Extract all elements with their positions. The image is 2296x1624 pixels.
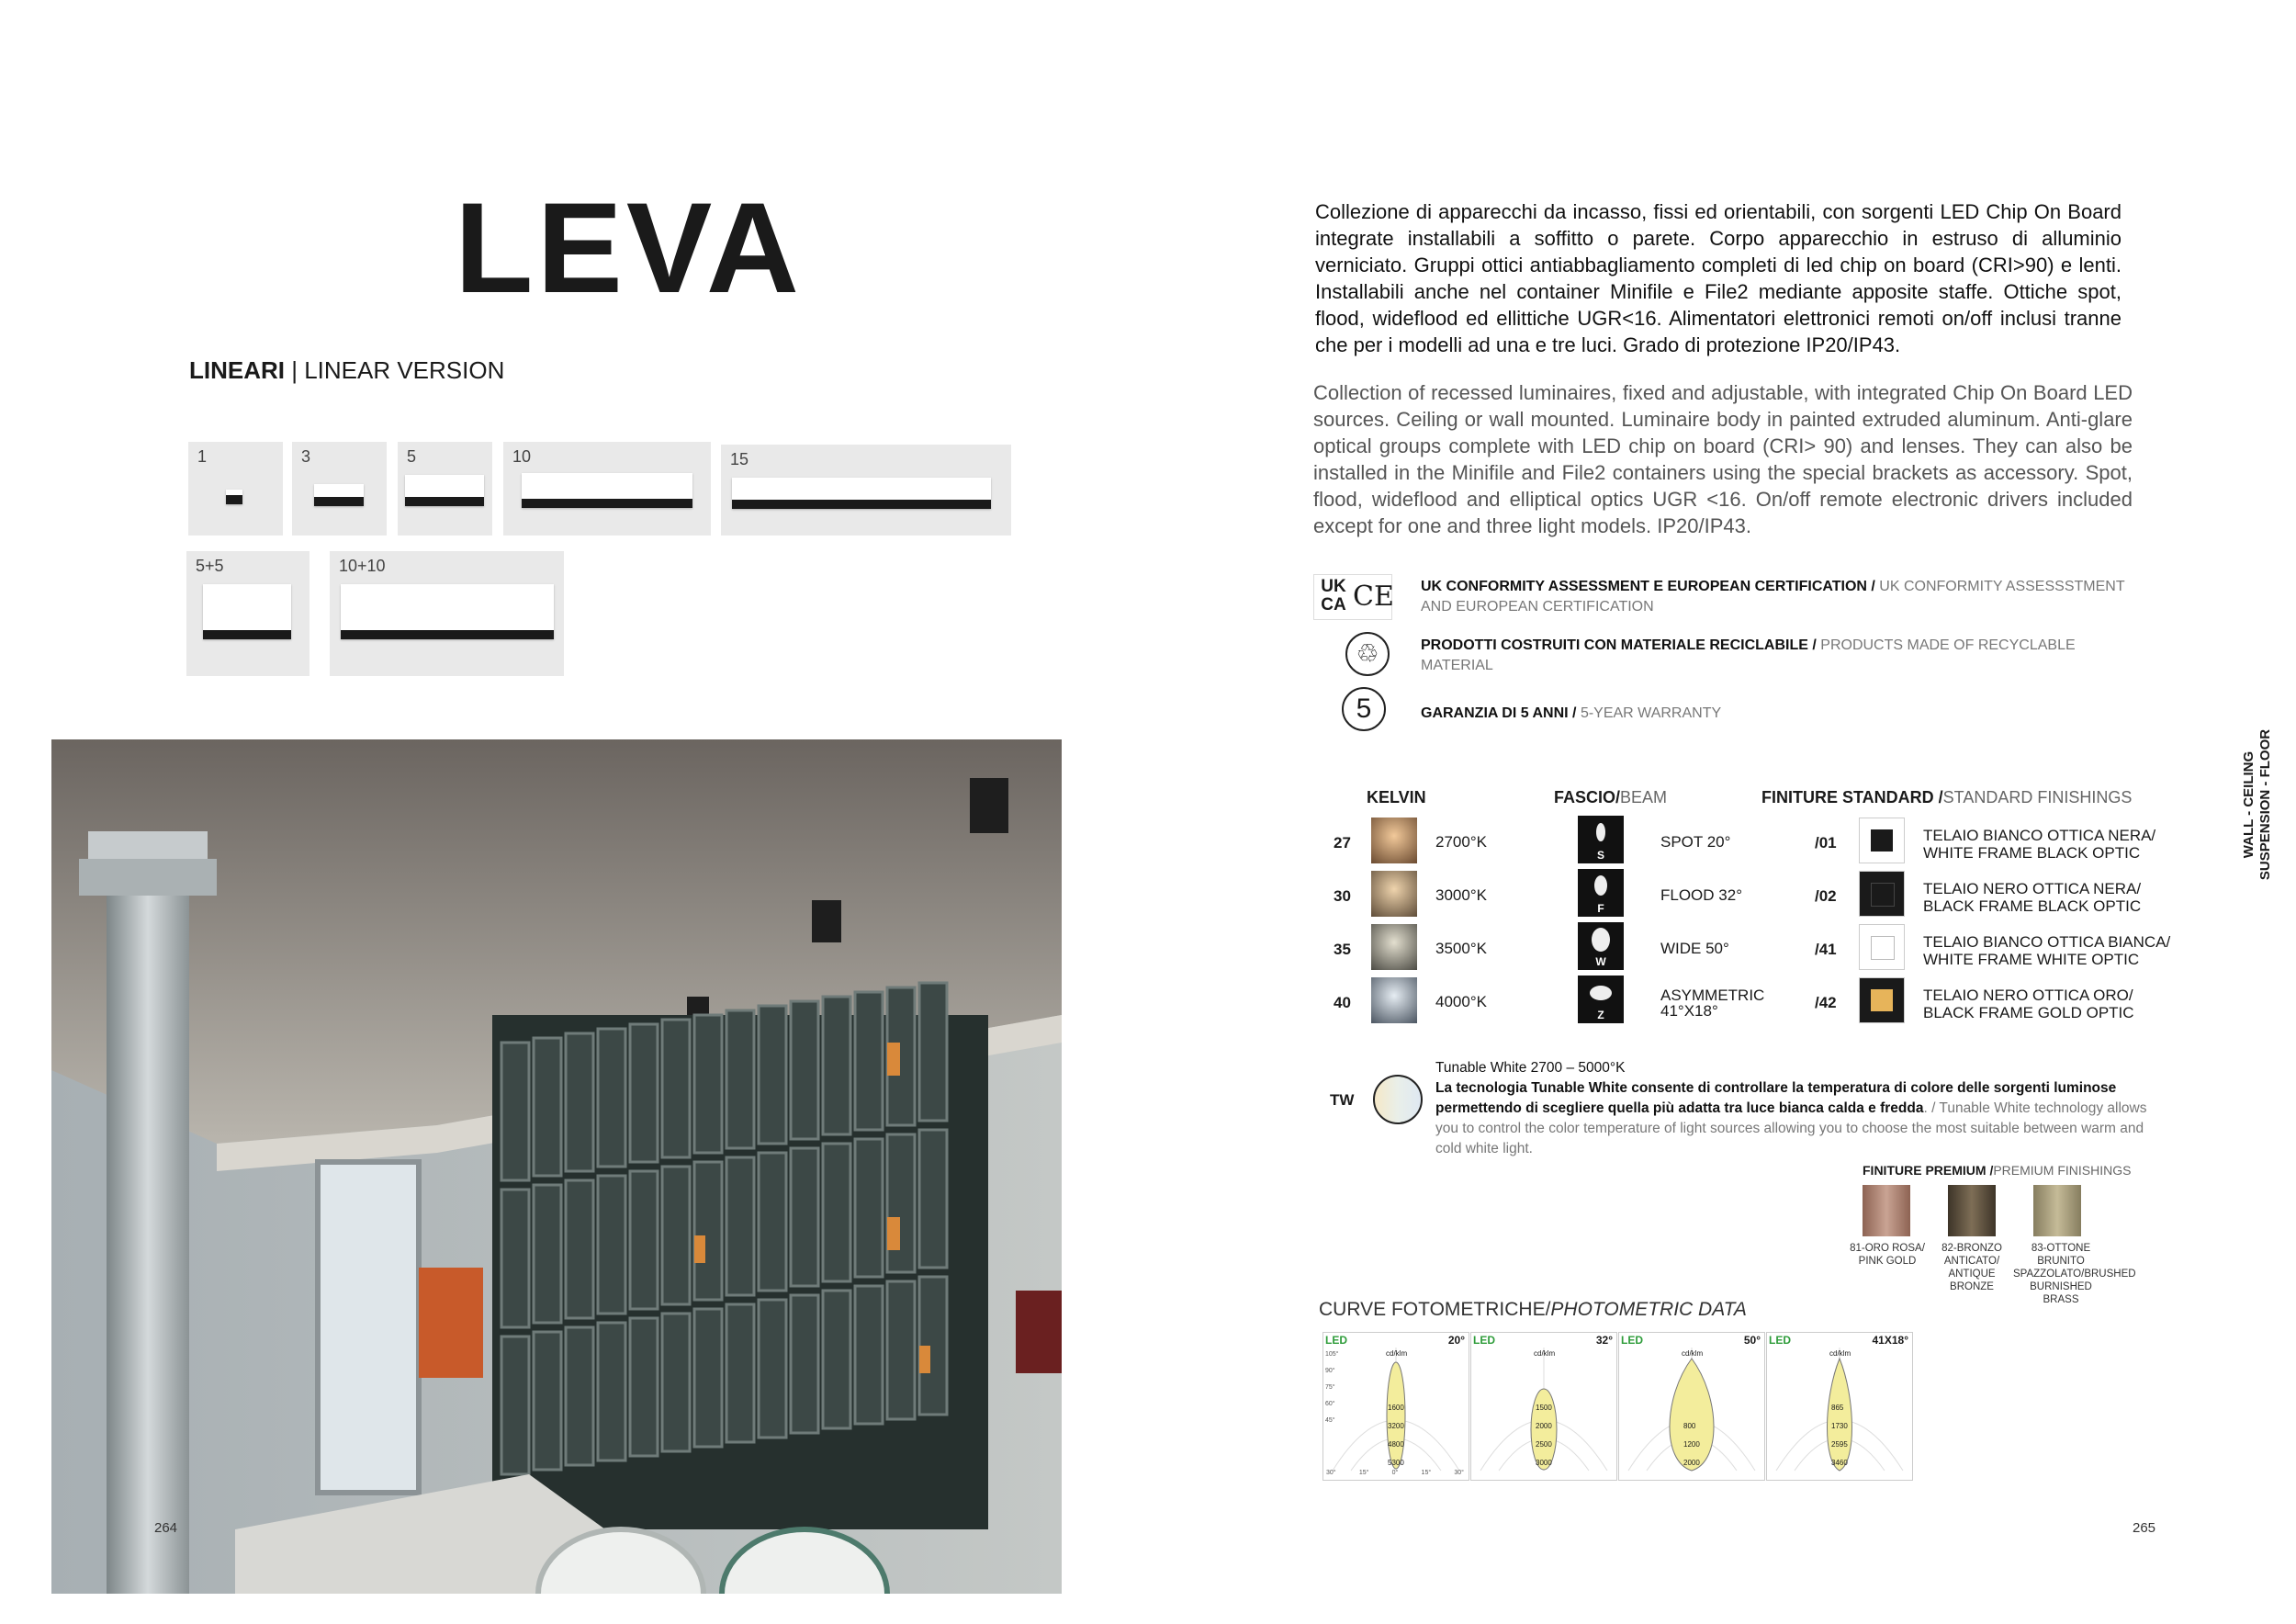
variant-label: 5+5 — [196, 557, 224, 575]
luminaire-image — [732, 478, 991, 509]
beam-letter: S — [1596, 849, 1604, 862]
tunable-bold: La tecnologia Tunable White consente di controllare la temperatura di colore delle sorgenti luminose permettendo di scegliere quella più adatta tra luce bianca calda e fredda — [1435, 1080, 2117, 1116]
curve-angle: 50° — [1743, 1334, 1761, 1347]
kelvin-label: 3000°K — [1435, 886, 1487, 904]
tunable-description — [1435, 1058, 2161, 1159]
cert-recycle-text — [1421, 636, 2082, 676]
variant-label: 10 — [512, 447, 532, 466]
curve-value: 1600 — [1388, 1404, 1404, 1412]
premium-header-normal: PREMIUM FINISHINGS — [1993, 1163, 2132, 1178]
beam-label-line2: 41°X18° — [1660, 1002, 1718, 1020]
axis-angle: 45° — [1325, 1417, 1335, 1424]
photometric-title-normal: CURVE FOTOMETRICHE/ — [1319, 1299, 1551, 1320]
curve-value: 2595 — [1831, 1440, 1848, 1449]
axis-bottom: 30° — [1326, 1470, 1336, 1476]
curve-value: 4800 — [1388, 1440, 1404, 1449]
ce-mark: CE — [1353, 581, 1394, 613]
curve-value: 1200 — [1683, 1440, 1700, 1449]
cert-sep: / — [1568, 705, 1581, 721]
axis-angle: 75° — [1325, 1384, 1335, 1391]
beam-header — [1554, 788, 1667, 807]
curve-value: 3200 — [1388, 1422, 1404, 1430]
curve-value: 865 — [1831, 1404, 1844, 1412]
luminaire-image — [203, 584, 291, 639]
finish-42-icon — [1859, 977, 1905, 1023]
finish-label — [1923, 880, 2141, 915]
beam-wide-icon — [1578, 922, 1624, 970]
premium-swatch-brushed-brass — [2033, 1185, 2081, 1236]
axis-bottom: 15° — [1421, 1470, 1432, 1476]
beam-letter: Z — [1597, 1009, 1604, 1021]
axis-bottom: 30° — [1454, 1470, 1464, 1476]
finish-line1: TELAIO NERO OTTICA ORO/ — [1923, 987, 2133, 1004]
beam-letter: W — [1595, 955, 1606, 968]
finish-line2: BLACK FRAME BLACK OPTIC — [1923, 897, 2142, 915]
premium-header-bold: FINITURE PREMIUM / — [1863, 1163, 1994, 1178]
variant-label: 3 — [301, 447, 311, 466]
subtitle — [189, 356, 504, 385]
variant-label: 5 — [407, 447, 417, 466]
finish-code: /01 — [1815, 834, 1837, 851]
beam-header-normal: BEAM — [1620, 788, 1668, 806]
beam-header-bold: FASCIO/ — [1554, 788, 1621, 806]
interior-illustration — [51, 739, 1062, 1594]
subtitle-rest: | LINEAR VERSION — [285, 356, 505, 384]
premium-header — [1863, 1163, 2131, 1178]
finish-line2: WHITE FRAME BLACK OPTIC — [1923, 844, 2141, 862]
curve-led-label: LED — [1621, 1334, 1643, 1347]
curve-angle: 20° — [1447, 1334, 1465, 1347]
premium-swatch-rose-gold — [1863, 1185, 1910, 1236]
cert-ukca-text — [1421, 577, 2137, 617]
variant-thumb-5 — [398, 442, 492, 536]
photometric-curve-20 — [1322, 1332, 1469, 1481]
recycle-glyph: ♲ — [1356, 639, 1379, 668]
finish-optic — [1871, 883, 1895, 907]
ukca-top: UK — [1321, 577, 1346, 596]
variant-thumb-1 — [188, 442, 283, 536]
tunable-title: Tunable White 2700 – 5000°K — [1435, 1060, 1626, 1076]
luminaire-image — [405, 475, 484, 506]
variant-label: 15 — [730, 450, 749, 468]
variant-label: 1 — [197, 447, 208, 466]
curve-angle: 32° — [1595, 1334, 1613, 1347]
finish-02-icon — [1859, 871, 1905, 917]
ukca-bottom: CA — [1321, 595, 1346, 615]
curve-value: 3460 — [1831, 1459, 1848, 1467]
beam-label — [1660, 987, 1764, 1019]
beam-label-line1: ASYMMETRIC — [1660, 987, 1765, 1004]
curve-value: 5300 — [1388, 1459, 1404, 1467]
beam-flood-icon — [1578, 869, 1624, 917]
curve-value: 2500 — [1536, 1440, 1552, 1449]
finish-41-icon — [1859, 924, 1905, 970]
kelvin-swatch-4000 — [1371, 977, 1417, 1023]
axis-angle: 60° — [1325, 1401, 1335, 1407]
curve-unit: cd/klm — [1682, 1349, 1704, 1358]
finish-line1: TELAIO NERO OTTICA NERA/ — [1923, 880, 2142, 897]
axis-bottom: 15° — [1358, 1470, 1369, 1476]
finish-optic — [1871, 989, 1893, 1011]
finish-line1: TELAIO BIANCO OTTICA NERA/ — [1923, 827, 2156, 844]
curve-value: 2000 — [1536, 1422, 1552, 1430]
finish-code: /41 — [1815, 941, 1837, 958]
premium-label: 82-BRONZO ANTICATO/ ANTIQUE BRONZE — [1941, 1243, 2002, 1292]
side-label-line2: SUSPENSION - FLOOR — [2257, 728, 2273, 881]
curve-value: 3000 — [1536, 1459, 1552, 1467]
kelvin-header: KELVIN — [1367, 788, 1426, 806]
cert-normal: UK CONFORMITY ASSESSSTMENT AND EUROPEAN CERTIFICATION — [1421, 579, 2125, 615]
kelvin-code: 40 — [1334, 994, 1351, 1011]
cert-bold: UK CONFORMITY ASSESSMENT E EUROPEAN CERTIFICATION — [1421, 579, 1867, 594]
photometric-title-italic: PHOTOMETRIC DATA — [1550, 1299, 1747, 1320]
luminaire-image — [341, 584, 554, 639]
finish-optic — [1871, 829, 1893, 851]
curve-axis-bottom — [1326, 1470, 1464, 1476]
curve-led-label: LED — [1473, 1334, 1495, 1347]
variant-thumb-10plus10 — [330, 551, 564, 676]
finish-header — [1761, 788, 2132, 807]
interior-photo — [51, 739, 1062, 1594]
curve-values — [1683, 1417, 1700, 1472]
kelvin-swatch-3500 — [1371, 924, 1417, 970]
cert-sep: / — [1866, 579, 1880, 594]
kelvin-code: 30 — [1334, 887, 1351, 905]
subtitle-bold: LINEARI — [189, 356, 285, 384]
premium-label: 81-ORO ROSA/ PINK GOLD — [1850, 1243, 1925, 1267]
photometric-curve-50 — [1618, 1332, 1765, 1481]
axis-bottom: 0° — [1391, 1470, 1399, 1476]
curve-unit: cd/klm — [1534, 1349, 1556, 1358]
curve-led-label: LED — [1769, 1334, 1791, 1347]
curve-values — [1388, 1399, 1404, 1472]
luminaire-image — [314, 484, 364, 506]
luminaire-image — [226, 490, 242, 504]
variant-thumb-5plus5 — [186, 551, 310, 676]
cert-normal: 5-YEAR WARRANTY — [1580, 705, 1722, 721]
kelvin-code: 27 — [1334, 834, 1351, 851]
premium-swatch-antique-bronze — [1948, 1185, 1996, 1236]
curve-value: 2000 — [1683, 1459, 1700, 1467]
kelvin-label: 3500°K — [1435, 940, 1487, 957]
curve-unit: cd/klm — [1386, 1349, 1408, 1358]
beam-asymmetric-icon — [1578, 976, 1624, 1023]
finish-label — [1923, 933, 2170, 968]
finish-code: /02 — [1815, 887, 1837, 905]
description-italian: Collezione di apparecchi da incasso, fissi ed orientabili, con sorgenti LED Chip On Board integrate installabili a soffitto o parete. Corpo apparecchio in estruso di alluminio verniciato. Gruppi ottici antiabbagliamento completi di led chip on board (CRI>90) e lenti. Installabili anche nel container Minifile e File2 mediante apposite staffe. Ottiche spot, flood, wideflood ed ellittiche UGR<16. Alimentatori elettronici remoti on/off inclusi tranne che per i modelli ad una e tre luci. Grado di protezione IP20/IP43. — [1315, 200, 2122, 356]
finish-code: /42 — [1815, 994, 1837, 1011]
cert-warranty-text — [1421, 704, 2082, 724]
cert-bold: GARANZIA DI 5 ANNI — [1421, 705, 1569, 721]
beam-label: WIDE 50° — [1660, 940, 1729, 957]
page-title: LEVA — [455, 175, 803, 320]
page-number-right: 265 — [2133, 1520, 2156, 1536]
curve-value: 1730 — [1831, 1422, 1848, 1430]
premium-label: 83-OTTONE BRUNITO SPAZZOLATO/BRUSHED BURNISHED BRASS — [2013, 1243, 2136, 1305]
cert-bold: PRODOTTI COSTRUITI CON MATERIALE RECICLABILE — [1421, 637, 1808, 653]
axis-angle: 105° — [1325, 1351, 1339, 1358]
kelvin-swatch-2700 — [1371, 818, 1417, 863]
finish-line2: BLACK FRAME GOLD OPTIC — [1923, 1004, 2134, 1021]
axis-angle: 90° — [1325, 1368, 1335, 1374]
finish-header-normal: STANDARD FINISHINGS — [1942, 788, 2133, 806]
beam-spot-icon — [1578, 816, 1624, 863]
ukca-mark — [1316, 578, 1351, 615]
beam-label: SPOT 20° — [1660, 833, 1731, 851]
finish-optic — [1871, 936, 1895, 960]
finish-label — [1923, 987, 2134, 1021]
tunable-code: TW — [1330, 1091, 1355, 1109]
recycle-icon — [1345, 632, 1390, 676]
warranty-5-icon — [1342, 687, 1386, 731]
photometric-curve-32 — [1470, 1332, 1617, 1481]
side-label-line1: WALL - CEILING — [2241, 750, 2257, 859]
finish-header-bold: FINITURE STANDARD / — [1761, 788, 1943, 806]
warranty-glyph: 5 — [1356, 694, 1372, 724]
beam-label: FLOOD 32° — [1660, 886, 1742, 904]
ukca-ce-icon — [1313, 574, 1392, 620]
variant-thumb-3 — [292, 442, 387, 536]
curve-angle: 41X18° — [1872, 1334, 1908, 1347]
finish-label — [1923, 827, 2155, 862]
curve-value: 800 — [1683, 1422, 1696, 1430]
kelvin-label: 4000°K — [1435, 993, 1487, 1010]
kelvin-swatch-3000 — [1371, 871, 1417, 917]
description-english: Collection of recessed luminaires, fixed and adjustable, with integrated Chip On Board LED sources. Ceiling or wall mounted. Luminaire body in painted extruded aluminum. Anti-glare optical groups complete with LED chip on board (CRI> 90) and lenses. They can also be installed in the Minifile and File2 containers using the special brackets as accessory. Spot, flood, wideflood and elliptical optics UGR <16. On/off remote electronic drivers included except for one and three light models. IP20/IP43. — [1313, 381, 2133, 537]
kelvin-code: 35 — [1334, 941, 1351, 958]
curve-values — [1536, 1399, 1552, 1472]
curve-values — [1831, 1399, 1848, 1472]
finish-line2: WHITE FRAME WHITE OPTIC — [1923, 951, 2140, 968]
luminaire-image — [522, 473, 692, 508]
cert-sep: / — [1807, 637, 1821, 653]
curve-unit: cd/klm — [1829, 1349, 1851, 1358]
kelvin-label: 2700°K — [1435, 833, 1487, 851]
photometric-title — [1319, 1299, 1747, 1321]
side-category-label — [2241, 722, 2278, 887]
finish-line1: TELAIO BIANCO OTTICA BIANCA/ — [1923, 933, 2171, 951]
curve-axis-angles — [1325, 1347, 1338, 1429]
curve-value: 1500 — [1536, 1404, 1552, 1412]
tunable-white-icon — [1373, 1075, 1423, 1124]
photometric-curves — [1322, 1332, 1916, 1481]
finish-01-icon — [1859, 818, 1905, 863]
beam-letter: F — [1597, 902, 1604, 915]
curve-led-label: LED — [1325, 1334, 1347, 1347]
variant-label: 10+10 — [339, 557, 386, 575]
page-number-left: 264 — [154, 1520, 178, 1536]
photometric-curve-41x18 — [1766, 1332, 1913, 1481]
cert-normal: PRODUCTS MADE OF RECYCLABLE MATERIAL — [1421, 637, 2076, 673]
variant-thumb-10 — [503, 442, 711, 536]
variant-thumb-15 — [721, 445, 1011, 536]
tunable-normal: . / Tunable White technology allows you to control the color temperature of light sources allowing you to choose the most suitable between warm and cold white light. — [1435, 1100, 2147, 1156]
